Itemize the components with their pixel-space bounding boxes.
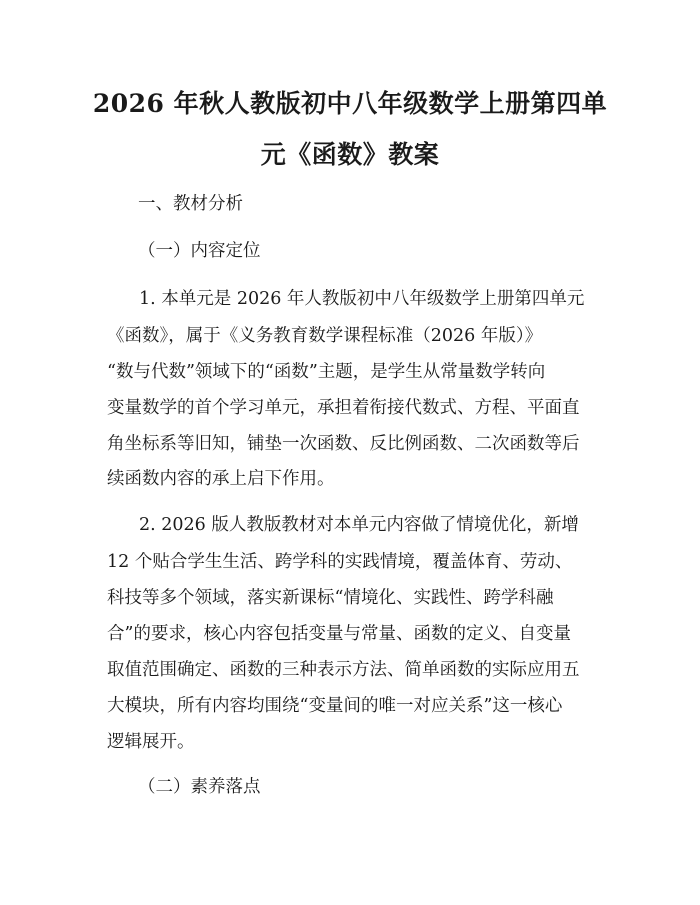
document-title-line-2: 元《函数》教案 <box>260 140 440 169</box>
paragraph-2-line-2: 12 个贴合学生生活、跨学科的实践情境，覆盖体育、劳动、 <box>107 552 573 572</box>
paragraph-2-line-4: 合”的要求，核心内容包括变量与常量、函数的定义、自变量 <box>107 624 571 644</box>
paragraph-2-line-7: 逻辑展开。 <box>107 732 195 752</box>
paragraph-2-line-3: 科技等多个领域，落实新课标“情境化、实践性、跨学科融 <box>107 588 554 608</box>
paragraph-1-line-2: 《函数》，属于《义务教育数学课程标准（2026 年版）》 <box>107 326 543 346</box>
section-heading-textbook-analysis: 一、教材分析 <box>138 194 243 214</box>
paragraph-1-line-3: “数与代数”领域下的“函数”主题，是学生从常量数学转向 <box>107 362 546 382</box>
paragraph-1-line-6: 续函数内容的承上启下作用。 <box>107 469 335 489</box>
paragraph-1-line-4: 变量数学的首个学习单元，承担着衔接代数式、方程、平面直 <box>107 398 580 418</box>
paragraph-1-line-5: 角坐标系等旧知，铺垫一次函数、反比例函数、二次函数等后 <box>107 434 580 454</box>
paragraph-2-line-5: 取值范围确定、函数的三种表示方法、简单函数的实际应用五 <box>107 660 580 680</box>
subsection-heading-literacy-points: （二）素养落点 <box>138 777 261 797</box>
subsection-heading-content-positioning: （一）内容定位 <box>138 241 261 261</box>
paragraph-2-line-1: 2. 2026 版人教版教材对本单元内容做了情境优化，新增 <box>139 515 579 535</box>
paragraph-1-line-1: 1. 本单元是 2026 年人教版初中八年级数学上册第四单元 <box>139 289 585 309</box>
document-title-line-1: 2026 年秋人教版初中八年级数学上册第四单 <box>92 89 608 118</box>
paragraph-2-line-6: 大模块，所有内容均围绕“变量间的唯一对应关系”这一核心 <box>107 696 563 716</box>
